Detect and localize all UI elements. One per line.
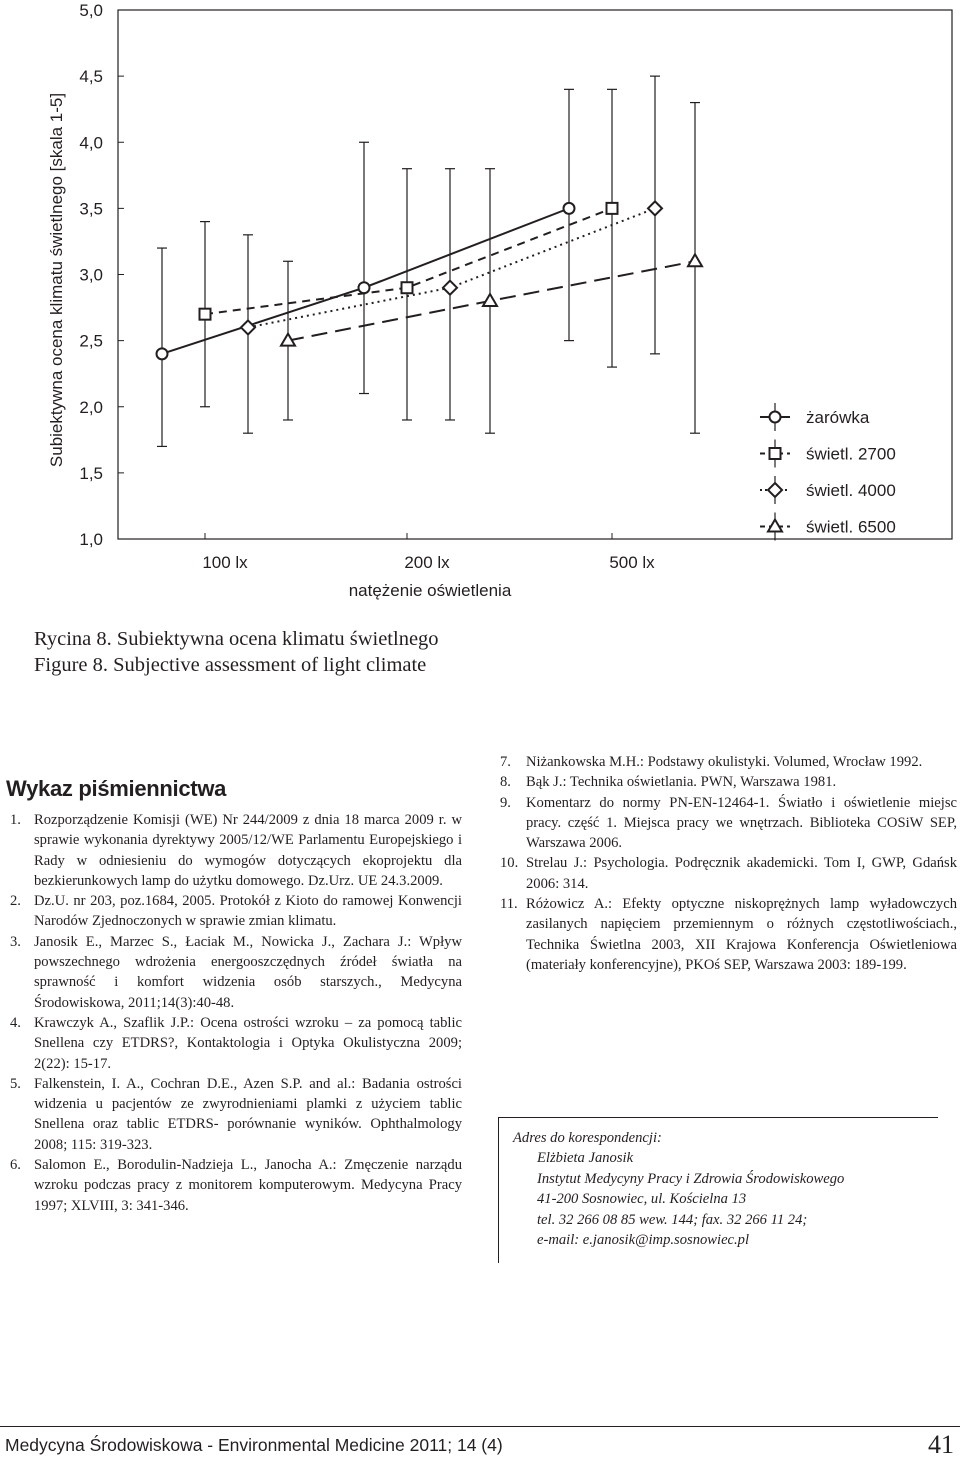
y-tick-label: 1,5 [79, 463, 103, 483]
references-title: Wykaz piśmiennictwa [6, 776, 227, 801]
reference-text: Niżankowska M.H.: Podstawy okulistyki. Volumed, Wrocław 1992. [526, 754, 923, 770]
square-marker [402, 282, 413, 293]
reference-text: Bąk J.: Technika oświetlania. PWN, Warszawa 1981. [526, 774, 837, 791]
triangle-marker [688, 254, 702, 266]
diamond-marker [768, 483, 782, 497]
triangle-marker [483, 294, 497, 306]
reference-text: Krawczyk A., Szaflik J.P.: Ocena ostrości wzroku – za pomocą tablic Snellena czy ETDRS?, Kontaktologia i Optyka Okulistyczna 2009; 2(22): 15-17. [34, 1014, 462, 1072]
legend-label: świetl. 2700 [806, 444, 896, 464]
caption-en-label: Figure 8. [34, 654, 109, 676]
legend [760, 403, 896, 541]
x-tick-label: 100 lx [202, 553, 248, 572]
references-left-column [10, 810, 462, 1216]
reference-number: 3. [10, 933, 21, 950]
address-line: tel. 32 266 08 85 wew. 144; fax. 32 266 11 24; [537, 1211, 808, 1228]
x-axis-label: natężenie oświetlenia [348, 581, 512, 600]
legend-label: świetl. 6500 [806, 517, 896, 537]
square-marker [200, 309, 211, 320]
x-tick-label: 500 lx [609, 553, 655, 572]
legend-item [760, 476, 896, 504]
reference-number: 2. [10, 893, 21, 910]
reference-number: 7. [500, 754, 511, 770]
circle-marker [359, 282, 370, 293]
series-line [162, 208, 569, 353]
reference-number: 1. [10, 812, 21, 828]
reference-item [500, 793, 957, 854]
series-layer [157, 76, 703, 446]
reference-text: Salomon E., Borodulin-Nadzieja L., Janocha A.: Zmęczenie narządu wzroku podczas pracy z monitorem komputerowym. Medycyna Pracy 1997; XLVIII, 3: 341-346. [34, 1157, 462, 1214]
footer-divider [0, 1426, 960, 1427]
y-tick-label: 2,0 [79, 397, 103, 417]
diamond-marker [648, 201, 662, 215]
address-line: Instytut Medycyny Pracy i Zdrowia Środowiskowego [537, 1170, 845, 1187]
reference-text: Falkenstein, I. A., Cochran D.E., Azen S.P. and al.: Badania ostrości widzenia u pacjentów ze zwyrodnieniami plamki z użyciem tablic Snellena oraz tablic ETDRS- porównanie wyników. Ophthalmology 2008; 115: 319-323. [34, 1075, 462, 1153]
legend-label: świetl. 4000 [806, 481, 896, 500]
correspondence-address [498, 1117, 938, 1263]
chart [0, 0, 960, 610]
series-square [200, 89, 618, 420]
reference-number: 4. [10, 1014, 21, 1031]
reference-number: 9. [500, 794, 511, 811]
reference-item [500, 752, 957, 772]
circle-marker [157, 348, 168, 359]
series-triangle [281, 103, 702, 434]
square-marker [607, 203, 618, 214]
series-line [205, 208, 612, 314]
series-circle [157, 89, 575, 446]
address-email: e-mail: e.janosik@imp.sosnowiec.pl [537, 1232, 750, 1249]
address-heading: Adres do korespondencji: [513, 1130, 662, 1146]
caption-pl-label: Rycina 8. [34, 628, 112, 650]
figure-caption-pl [34, 628, 439, 651]
address-line: Elżbieta Janosik [537, 1150, 634, 1167]
circle-marker [770, 412, 781, 423]
diamond-marker [241, 320, 255, 334]
reference-text: Rozporządzenie Komisji (WE) Nr 244/2009 z dnia 18 marca 2009 r. w sprawie wykonania dyrektywy 2005/12/WE Parlamentu Europejskiego i Rady w odniesieniu do wymogów dotyczących ekoprojektu dla bezkierunkowych lamp do użytku domowego. Dz.Urz. UE 24.3.2009. [34, 812, 462, 889]
y-tick-label: 3,5 [79, 199, 103, 219]
y-axis-ticks [79, 1, 124, 549]
y-tick-label: 4,5 [79, 67, 103, 87]
reference-item [10, 810, 462, 891]
reference-text: Różowicz A.: Efekty optyczne niskoprężnych lamp wyładowczych zasilanych napięciem przemiennym o różnych częstotliwościach., Technika Świetlna 2003, XII Krajowa Konferencja Oświetleniowa (materiały konferencyjne), PKOś SEP, Warszawa 2003: 189-199. [526, 896, 957, 973]
reference-text: Strelau J.: Psychologia. Podręcznik akademicki. Tom I, GWP, Gdańsk 2006: 314. [526, 855, 957, 892]
legend-item [760, 513, 896, 541]
figure-caption-en [34, 654, 426, 677]
reference-text: Komentarz do normy PN-EN-12464-1. Światło i oświetlenie miejsc pracy. część 1. Miejsca pracy we wnętrzach. Biblioteka COSiW SEP, Warszawa 2006. [526, 794, 957, 852]
y-tick-label: 5,0 [79, 1, 103, 20]
reference-number: 10. [500, 855, 519, 872]
legend-label: żarówka [806, 408, 870, 427]
y-tick-label: 4,0 [79, 133, 103, 153]
legend-item [760, 440, 896, 468]
reference-number: 11. [500, 896, 518, 913]
y-axis-label: Subiektywna ocena klimatu świetlnego [skala 1-5] [47, 92, 66, 468]
footer-journal: Medycyna Środowiskowa - Environmental Medicine 2011; 14 (4) [5, 1435, 503, 1455]
x-tick-label: 200 lx [404, 553, 450, 572]
references-right-column [500, 752, 957, 975]
reference-item [500, 894, 957, 975]
address-line: 41-200 Sosnowiec, ul. Kościelna 13 [537, 1191, 747, 1208]
reference-item [10, 1074, 462, 1155]
reference-text: Dz.U. nr 203, poz.1684, 2005. Protokół z Kioto do ramowej Konwencji Narodów Zjednoczonych w sprawie zmian klimatu. [34, 893, 462, 930]
square-marker [770, 448, 781, 459]
legend-item [760, 403, 870, 431]
series-line [248, 208, 655, 327]
reference-number: 6. [10, 1157, 21, 1174]
reference-item [500, 772, 957, 792]
circle-marker [564, 203, 575, 214]
y-tick-label: 1,0 [79, 530, 103, 549]
reference-number: 5. [10, 1075, 21, 1092]
y-tick-label: 2,5 [79, 331, 103, 351]
caption-pl-text: Subiektywna ocena klimatu świetlnego [116, 628, 439, 650]
reference-number: 8. [500, 774, 511, 791]
y-tick-label: 3,0 [79, 265, 103, 285]
reference-item [500, 853, 957, 894]
reference-item [10, 1155, 462, 1216]
page-number: 41 [928, 1430, 954, 1459]
reference-item [10, 1013, 462, 1074]
diamond-marker [443, 281, 457, 295]
reference-item [10, 932, 462, 1013]
reference-text: Janosik E., Marzec S., Łaciak M., Nowicka J., Zachara J.: Wpływ powszechnego wdrożenia energooszczędnych źródeł światła na sprawność i komfort widzenia osób starszych., Medycyna Środowiskowa, 2011;14(3):40-48. [34, 933, 462, 1011]
caption-en-text: Subjective assessment of light climate [113, 654, 427, 676]
reference-item [10, 891, 462, 932]
